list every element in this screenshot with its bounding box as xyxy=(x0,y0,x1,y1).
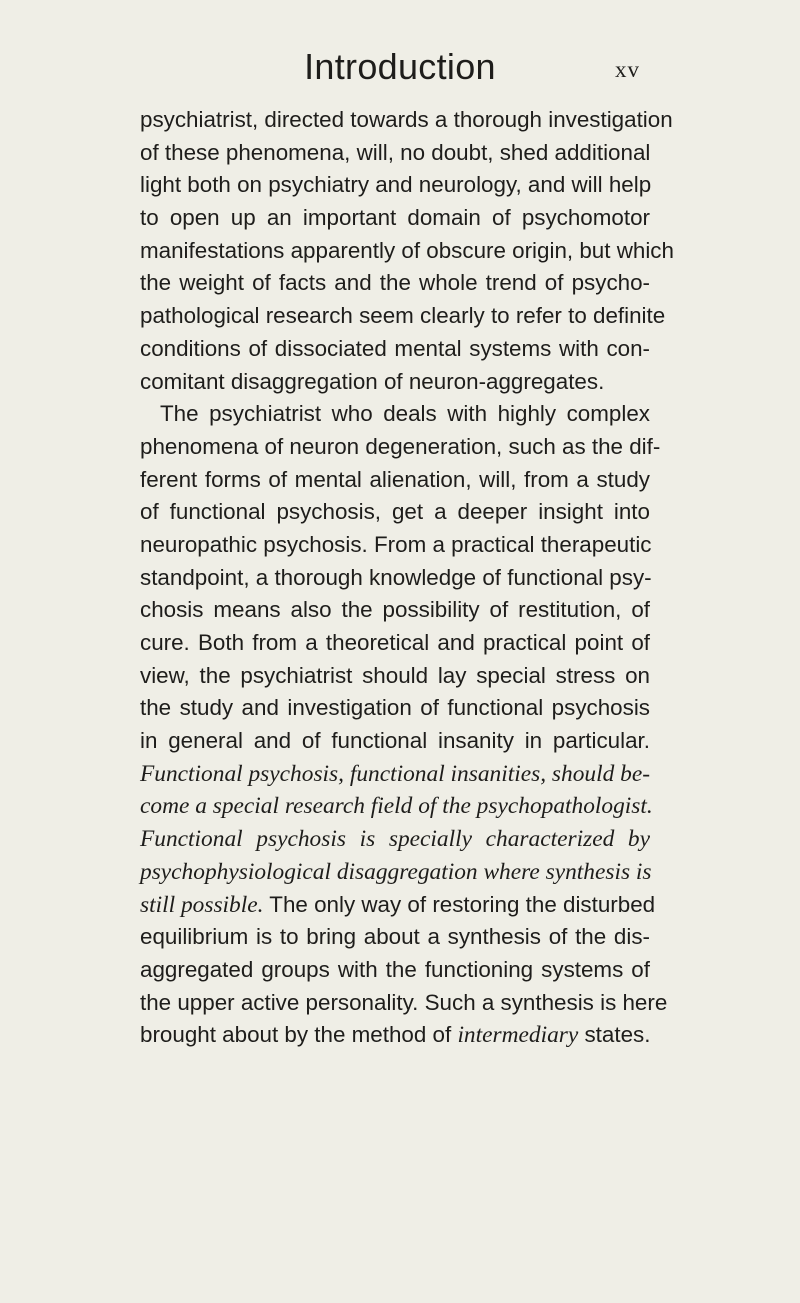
text-line-italic xyxy=(140,823,650,856)
text-line: light both on psychiatry and neurology, and will help xyxy=(140,172,652,198)
text-line: the upper active personality. Such a synthesis is here xyxy=(140,989,668,1015)
text-line: still possible. The only way of restoring the disturbed xyxy=(140,891,656,918)
running-title: Introduction xyxy=(304,46,496,87)
text-line: pathological research seem clearly to refer to definite xyxy=(140,303,666,329)
text-line-italic xyxy=(140,856,650,889)
paragraph-2 xyxy=(140,398,668,1052)
text-line: psychiatrist, directed towards a thorough investigation xyxy=(140,107,673,132)
text-line: the study and investigation of functional psychosis xyxy=(140,695,650,721)
text-line: phenomena of neuron degeneration, such as the dif- xyxy=(140,433,661,459)
page-number: xv xyxy=(615,57,640,82)
text-line: equilibrium is to bring about a synthesis of the dis- xyxy=(140,924,650,950)
paragraph-1 xyxy=(140,104,674,398)
italic-text: Functional psychosis is specially characterized by xyxy=(140,826,650,853)
text-line: the weight of facts and the whole trend of psycho- xyxy=(140,270,650,296)
text-line: conditions of dissociated mental systems with con- xyxy=(140,335,650,361)
text-line: cure. Both from a theoretical and practical point of xyxy=(140,630,650,655)
text-line: comitant disaggregation of neuron-aggregates. xyxy=(140,368,605,394)
text-line: in general and of functional insanity in particular. xyxy=(140,728,650,754)
text-line: ferent forms of mental alienation, will, from a study xyxy=(140,466,650,492)
text-line: standpoint, a thorough knowledge of functional psy- xyxy=(140,564,652,590)
text-line: to open up an important domain of psychomotor xyxy=(140,205,650,231)
text-line: The psychiatrist who deals with highly complex xyxy=(160,401,650,427)
italic-text: come a special research field of the psychopathologist. xyxy=(140,793,653,820)
body-text xyxy=(140,104,674,1052)
text-line: chosis means also the possibility of restitution, of xyxy=(140,597,650,623)
text-line: aggregated groups with the functioning systems of xyxy=(140,956,650,982)
text-line: neuropathic psychosis. From a practical therapeutic xyxy=(140,531,652,557)
running-head xyxy=(0,42,800,92)
text-line-italic xyxy=(140,758,650,791)
italic-text: intermediary xyxy=(457,1022,579,1049)
italic-text: Functional psychosis, functional insanities, should be- xyxy=(140,760,651,787)
text-line: brought about by the method of intermediary states. xyxy=(140,1022,651,1049)
italic-text: psychophysiological disaggregation where synthesis is xyxy=(140,858,652,885)
text-line: of functional psychosis, get a deeper insight into xyxy=(140,499,650,525)
text-line: view, the psychiatrist should lay special stress on xyxy=(140,662,650,688)
text-line-italic xyxy=(140,790,653,823)
text-line: of these phenomena, will, no doubt, shed additional xyxy=(140,139,651,165)
italic-text: still possible. xyxy=(140,891,264,918)
text-line: manifestations apparently of obscure origin, but which xyxy=(140,237,674,263)
